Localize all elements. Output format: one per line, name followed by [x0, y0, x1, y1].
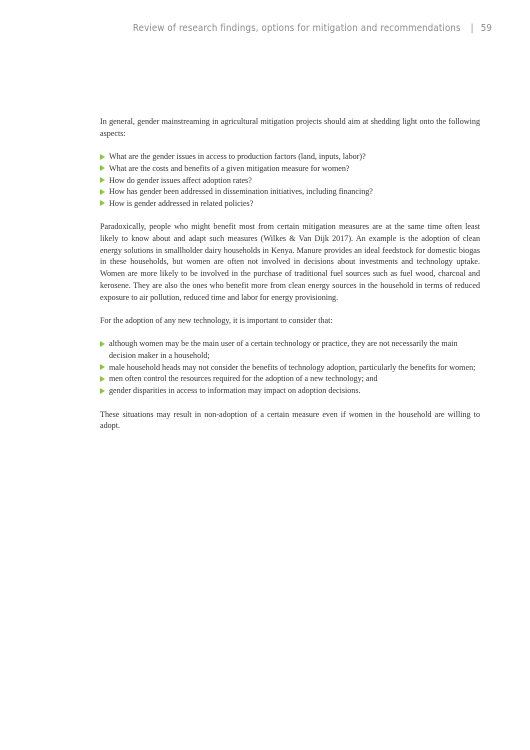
running-title: Review of research findings, options for mitigation and recommendations	[132, 23, 461, 34]
page-number: 59	[480, 23, 492, 34]
list-item	[100, 338, 480, 361]
intro-paragraph: In general, gender mainstreaming in agricultural mitigation projects should aim at shedding light onto the following aspects:	[100, 117, 480, 138]
body-text	[100, 116, 480, 444]
list-item-text: What are the costs and benefits of a given mitigation measure for women?	[109, 163, 350, 173]
list-item-text: although women may be the main user of a certain technology or practice, they are not necessarily the main decision maker in a household;	[109, 339, 458, 360]
running-header	[60, 23, 492, 34]
list-item-text: men often control the resources required for the adoption of a new technology; and	[109, 374, 378, 384]
list-item-text: How do gender issues affect adoption rates?	[109, 175, 252, 185]
adoption-intro-paragraph: For the adoption of any new technology, it is important to consider that:	[100, 315, 333, 325]
list-item-text: gender disparities in access to information may impact on adoption decisions.	[109, 386, 361, 396]
bullet-arrow-icon	[100, 364, 105, 370]
list-item	[100, 373, 480, 385]
bullet-arrow-icon	[100, 165, 105, 171]
bullet-arrow-icon	[100, 189, 105, 195]
bullet-arrow-icon	[100, 341, 105, 347]
list-item-text: What are the gender issues in access to production factors (land, inputs, labor)?	[109, 152, 366, 162]
conclusion-paragraph: These situations may result in non-adoption of a certain measure even if women in the household are willing to adopt.	[100, 409, 480, 431]
consideration-list	[100, 338, 480, 397]
bullet-arrow-icon	[100, 388, 105, 394]
list-item	[100, 186, 480, 198]
list-item	[100, 151, 480, 163]
list-item	[100, 385, 480, 397]
bullet-arrow-icon	[100, 200, 105, 206]
list-item-text: How is gender addressed in related policies?	[109, 198, 254, 208]
list-item-text: male household heads may not consider the benefits of technology adoption, particularly the benefits for women;	[109, 362, 476, 372]
list-item	[100, 198, 480, 210]
list-item	[100, 175, 480, 187]
bullet-arrow-icon	[100, 177, 105, 183]
paradox-paragraph: Paradoxically, people who might benefit most from certain mitigation measures are at the same time often least likely to know about and adapt such measures (Wilkes & Van Dijk 2017). An example is the adoption of clean energy solutions in smallholder dairy households in Kenya. Manure provides an ideal feedstock for domestic biogas in these households, but women are often not involved in decisions about investments and technology uptake. Women are more likely to be involved in the purchase of traditional fuel sources such as fuel wood, charcoal and kerosene. They are also the ones who benefit more from clean energy sources in the household in terms of reduced exposure to air pollution, reduced time and labor for energy provisioning.	[100, 222, 480, 302]
list-item-text: How has gender been addressed in dissemination initiatives, including financing?	[109, 187, 373, 197]
list-item	[100, 163, 480, 175]
bullet-arrow-icon	[100, 376, 105, 382]
list-item	[100, 362, 480, 374]
bullet-arrow-icon	[100, 154, 105, 160]
question-list	[100, 151, 480, 210]
header-separator: |	[470, 23, 474, 34]
